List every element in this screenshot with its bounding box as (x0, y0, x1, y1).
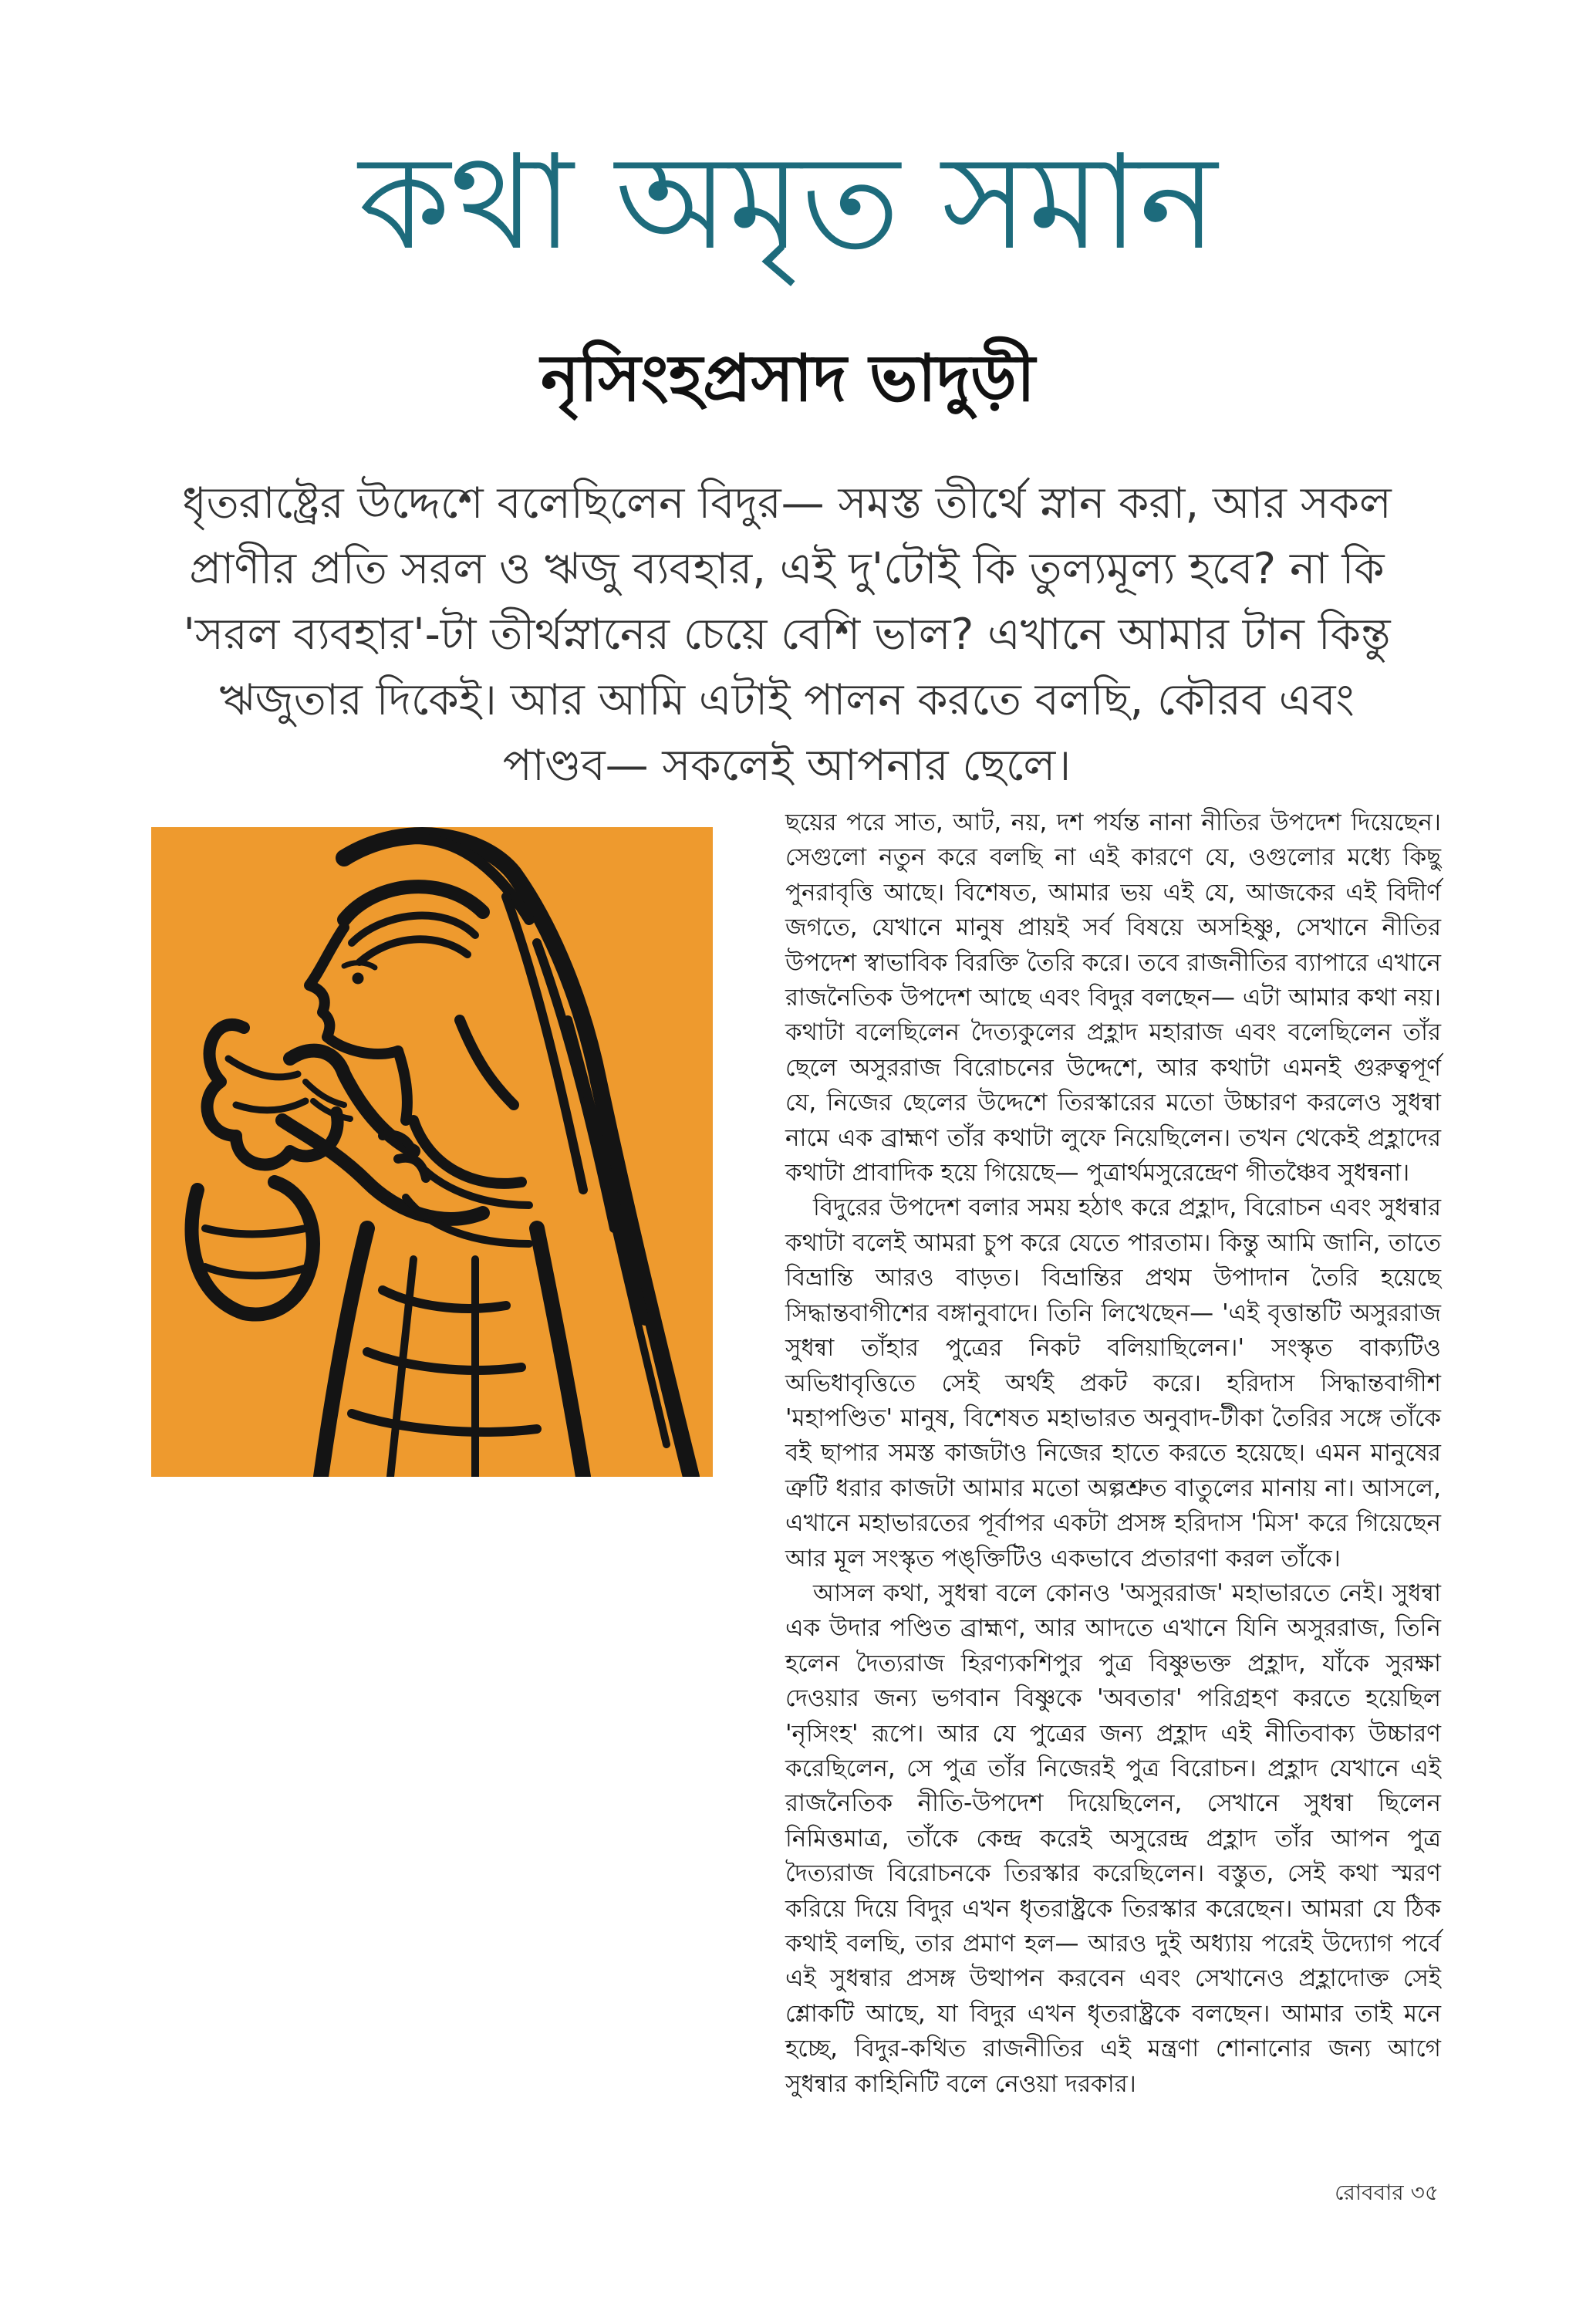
body-paragraph: বিদুরের উপদেশ বলার সময় হঠাৎ করে প্রহ্লাদ, বিরোচন এবং সুধন্বার কথাটা বলেই আমরা চুপ করে যেতে পারতাম। কিন্তু আমি জানি, তাতে বিভ্রান্তি আরও বাড়ত। বিভ্রান্তির প্রথম উপাদান তৈরি হয়েছে সিদ্ধান্তবাগীশের বঙ্গানুবাদে। তিনি লিখেছেন— 'এই বৃত্তান্তটি অসুররাজ সুধন্বা তাঁহার পুত্রের নিকট বলিয়াছিলেন।' সংস্কৃত বাক্যটিও অভিধাবৃত্তিতে সেই অর্থই প্রকট করে। হরিদাস সিদ্ধান্তবাগীশ 'মহাপণ্ডিত' মানুষ, বিশেষত মহাভারত অনুবাদ-টীকা তৈরির সঙ্গে তাঁকে বই ছাপার সমস্ত কাজটাও নিজের হাতে করতে হয়েছে। এমন মানুষের ত্রুটি ধরার কাজটা আমার মতো অল্পশ্রুত বাতুলের মানায় না। আসলে, এখানে মহাভারতের পূর্বাপর একটা প্রসঙ্গ হরিদাস 'মিস' করে গিয়েছেন আর মূল সংস্কৃত পঙ্‌ক্তিটিও একভাবে প্রতারণা করল তাঁকে। (785, 1194, 1441, 1572)
woman-with-veil-icon (151, 827, 713, 1477)
article-body (785, 806, 1441, 2102)
body-paragraph: আসল কথা, সুধন্বা বলে কোনও 'অসুররাজ' মহাভারতে নেই। সুধন্বা এক উদার পণ্ডিত ব্রাহ্মণ, আর আদতে এখানে যিনি অসুররাজ, তিনি হলেন দৈত্যরাজ হিরণ্যকশিপুর পুত্র বিষ্ণুভক্ত প্রহ্লাদ, যাঁকে সুরক্ষা দেওয়ার জন্য ভগবান বিষ্ণুকে 'অবতার' পরিগ্রহণ করতে হয়েছিল 'নৃসিংহ' রূপে। আর যে পুত্রের জন্য প্রহ্লাদ এই নীতিবাক্য উচ্চারণ করেছিলেন, সে পুত্র তাঁর নিজেরই পুত্র বিরোচন। প্রহ্লাদ যেখানে এই রাজনৈতিক নীতি-উপদেশ দিয়েছিলেন, সেখানে সুধন্বা ছিলেন নিমিত্তমাত্র, তাঁকে কেন্দ্র করেই অসুরেন্দ্র প্রহ্লাদ তাঁর আপন পুত্র দৈত্যরাজ বিরোচনকে তিরস্কার করেছিলেন। বস্তুত, সেই কথা স্মরণ করিয়ে দিয়ে বিদুর এখন ধৃতরাষ্ট্রকে তিরস্কার করেছেন। আমরা যে ঠিক কথাই বলছি, তার প্রমাণ হল— আরও দুই অধ্যায় পরেই উদ্যোগ পর্বে এই সুধন্বার প্রসঙ্গ উত্থাপন করবেন এবং সেখানেও প্রহ্লাদোক্ত সেই শ্লোকটি আছে, যা বিদুর এখন ধৃতরাষ্ট্রকে বলছেন। আমার তাই মনে হচ্ছে, বিদুর-কথিত রাজনীতির এই মন্ত্রণা শোনানোর জন্য আগে সুধন্বার কাহিনিটি বলে নেওয়া দরকার। (785, 1579, 1441, 2098)
author-name: নৃসিংহপ্রসাদ ভাদুড়ী (541, 340, 1035, 416)
woodcut-illustration (151, 827, 713, 1477)
intro-blurb: ধৃতরাষ্ট্রের উদ্দেশে বলেছিলেন বিদুর— সমস্ত তীর্থে স্নান করা, আর সকল প্রাণীর প্রতি সরল ও ঋজু ব্যবহার, এই দু'টোই কি তুল্যমূল্য হবে? না কি 'সরল ব্যবহার'-টা তীর্থস্নানের চেয়ে বেশি ভাল? এখানে আমার টান কিন্তু ঋজুতার দিকেই। আর আমি এটাই পালন করতে বলছি, কৌরব এবং পাণ্ডব— সকলেই আপনার ছেলে। (182, 478, 1392, 791)
body-paragraph: ছয়ের পরে সাত, আট, নয়, দশ পর্যন্ত নানা নীতির উপদেশ দিয়েছেন। সেগুলো নতুন করে বলছি না এই কারণে যে, ওগুলোর মধ্যে কিছু পুনরাবৃত্তি আছে। বিশেষত, আমার ভয় এই যে, আজকের এই বিদীর্ণ জগতে, যেখানে মানুষ প্রায়ই সর্ব বিষয়ে অসহিষ্ণু, সেখানে নীতির উপদেশ স্বাভাবিক বিরক্তি তৈরি করে। তবে রাজনীতির ব্যাপারে এখানে রাজনৈতিক উপদেশ আছে এবং বিদুর বলছেন— এটা আমার কথা নয়। কথাটা বলেছিলেন দৈত্যকুলের প্রহ্লাদ মহারাজ এবং বলেছিলেন তাঁর ছেলে অসুররাজ বিরোচনের উদ্দেশে, আর কথাটা এমনই গুরুত্বপূর্ণ যে, নিজের ছেলের উদ্দেশে তিরস্কারের মতো উচ্চারণ করলেও সুধন্বা নামে এক ব্রাহ্মণ তাঁর কথাটা লুফে নিয়েছিলেন। তখন থেকেই প্রহ্লাদের কথাটা প্রাবাদিক হয়ে গিয়েছে— পুত্রার্থমসুরেন্দ্রেণ গীতঞ্চৈব সুধন্বনা। (785, 809, 1441, 1187)
article-title: কথা অমৃত সমান (358, 127, 1218, 279)
page-footer: রোববার ৩৫ (1335, 2180, 1439, 2205)
